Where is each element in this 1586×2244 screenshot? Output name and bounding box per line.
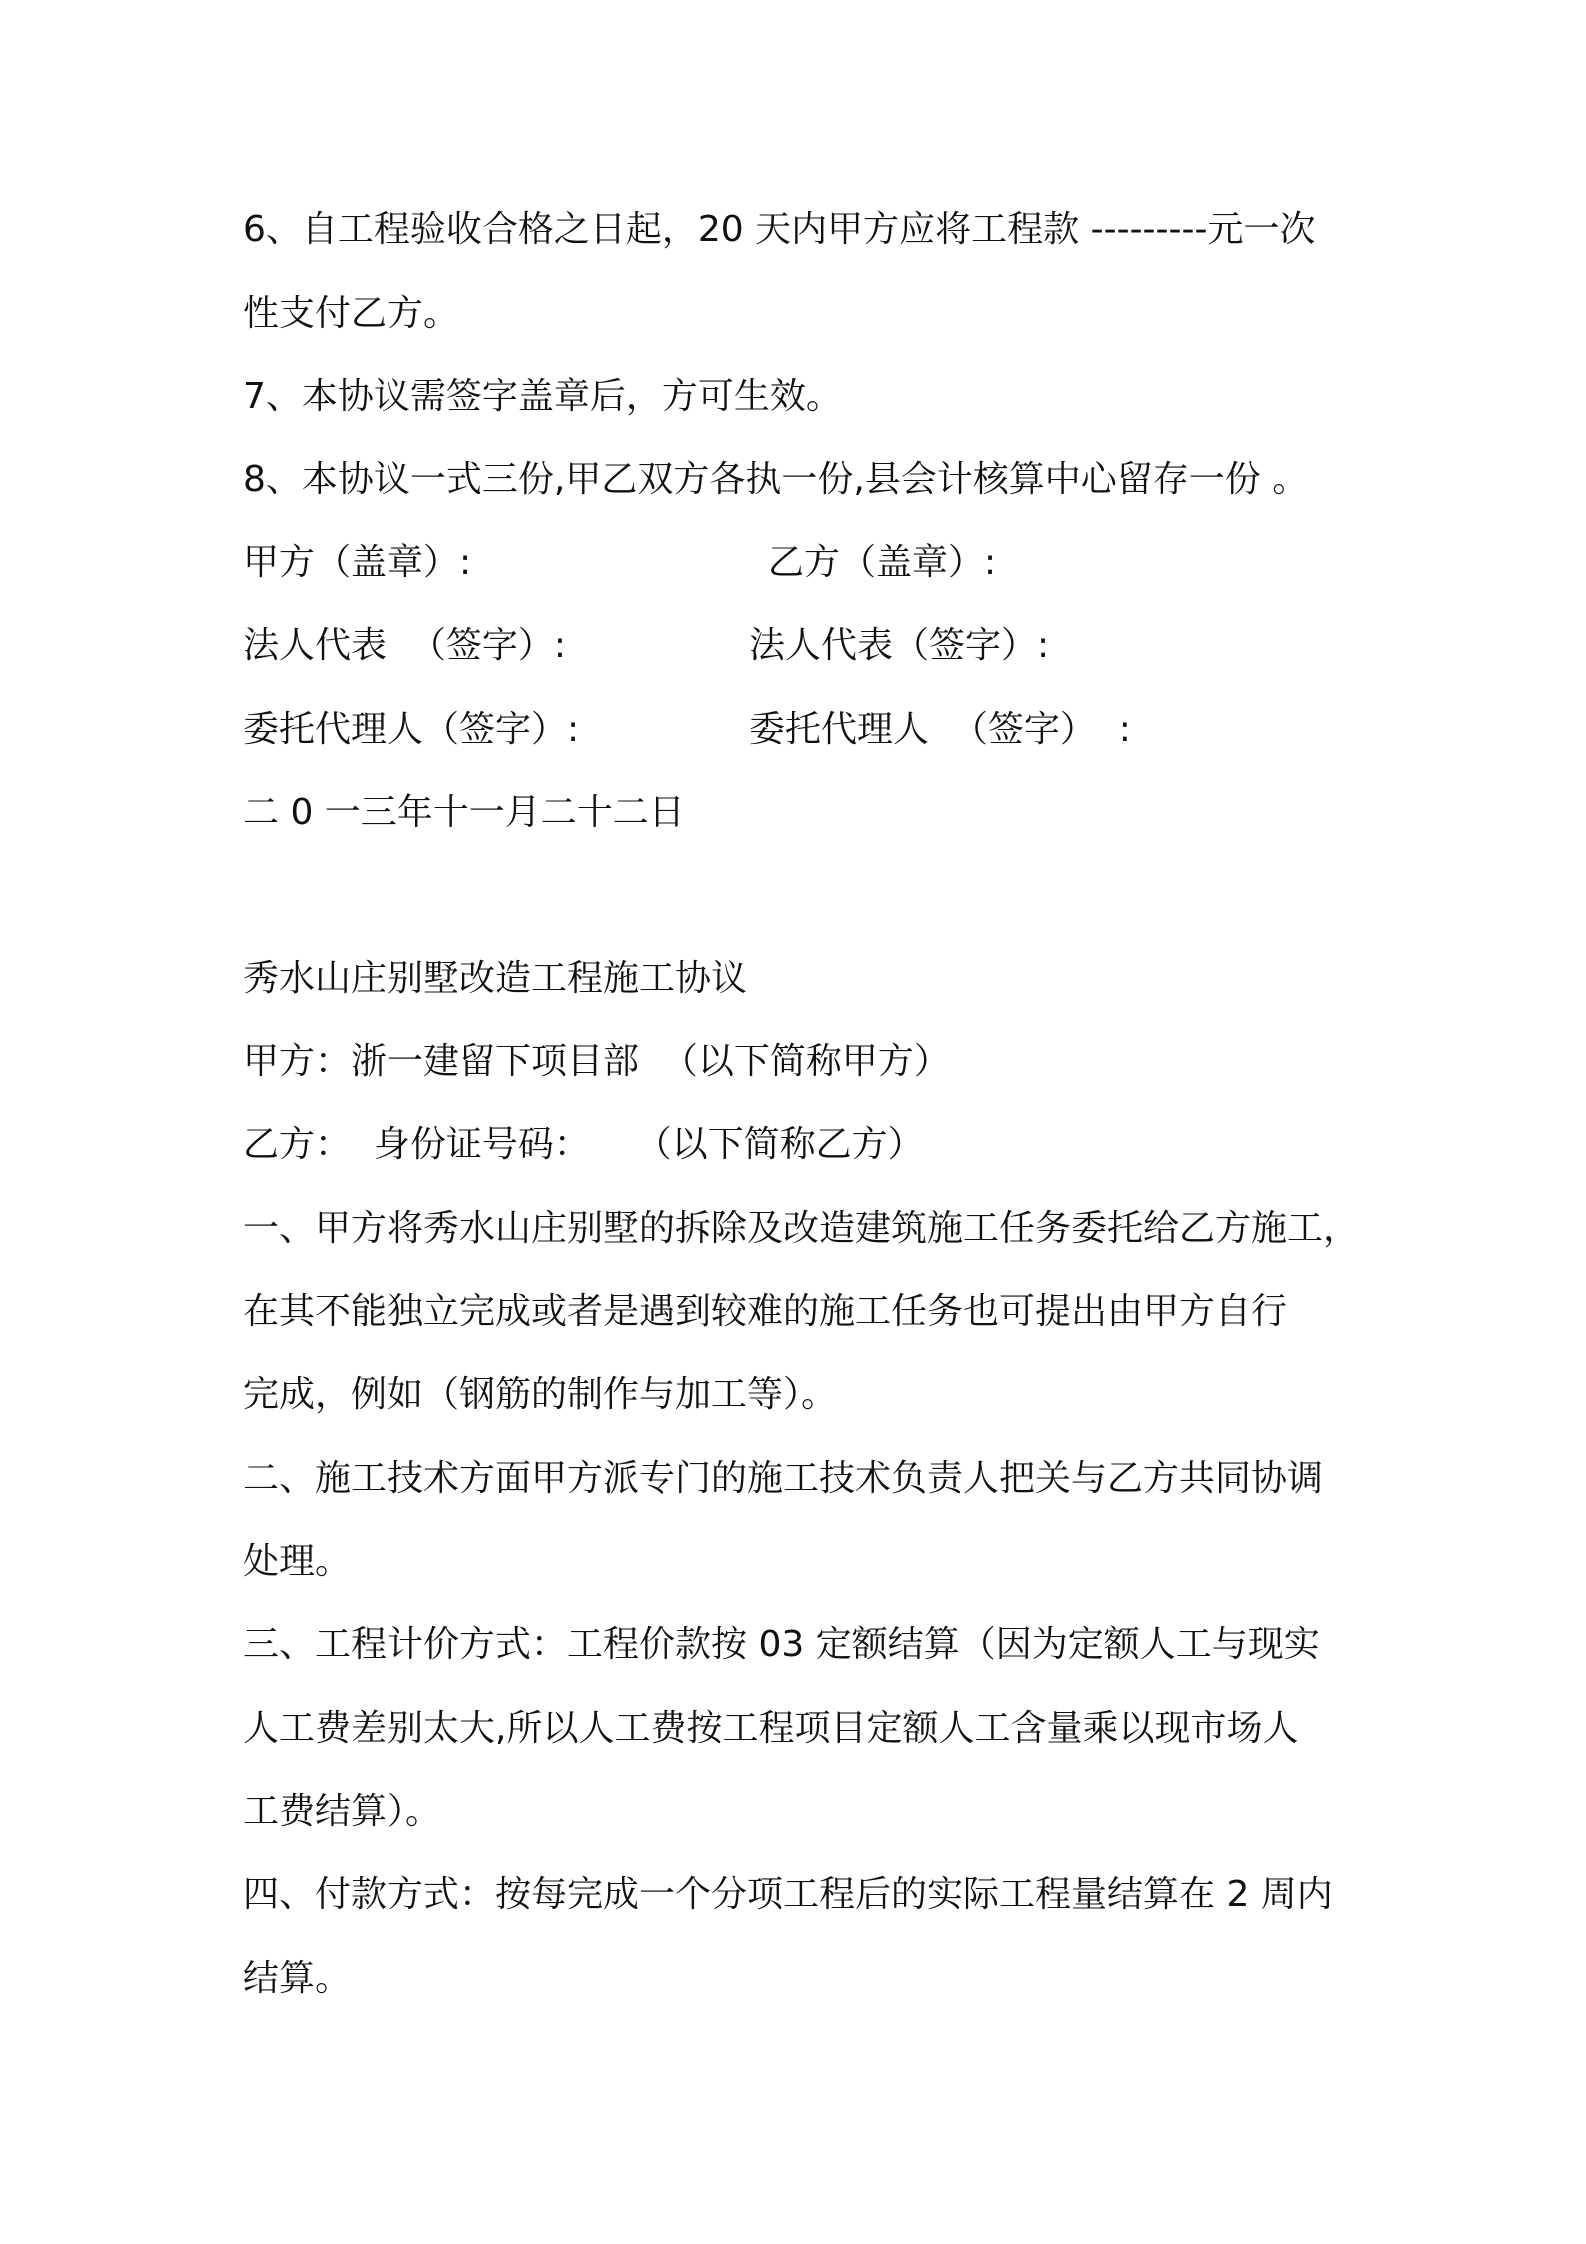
party-a-line: 甲方：浙一建留下项目部 （以下简称甲方） — [243, 1041, 950, 1082]
clause-6-line-1: 6、自工程验收合格之日起，20 天内甲方应将工程款 ---------元一次 — [243, 209, 1316, 250]
item-1-line-1: 一、甲方将秀水山庄别墅的拆除及改造建筑施工任务委托给乙方施工， — [243, 1208, 1360, 1249]
party-b-line: 乙方： 身份证号码： （以下简称乙方） — [243, 1124, 924, 1165]
item-1-line-2: 在其不能独立完成或者是遇到较难的施工任务也可提出由甲方自行 — [243, 1291, 1288, 1332]
party-b-seal-label: 乙方（盖章）: — [768, 542, 997, 583]
item-2-line-1: 二、施工技术方面甲方派专门的施工技术负责人把关与乙方共同协调 — [243, 1458, 1324, 1499]
item-3-line-3: 工费结算）。 — [243, 1791, 442, 1832]
item-2-line-2: 处理。 — [243, 1541, 352, 1582]
item-3-line-1: 三、工程计价方式：工程价款按 03 定额结算（因为定额人工与现实 — [243, 1624, 1320, 1665]
signing-date: 二 0 一三年十一月二十二日 — [243, 792, 685, 833]
item-1-line-3: 完成，例如（钢筋的制作与加工等）。 — [243, 1374, 838, 1415]
item-4-line-2: 结算。 — [243, 1958, 352, 1999]
item-4-line-1: 四、付款方式：按每完成一个分项工程后的实际工程量结算在 2 周内 — [243, 1874, 1333, 1915]
agent-b-label: 委托代理人 （签字） : — [749, 709, 1131, 750]
clause-7: 7、本协议需签字盖章后，方可生效。 — [243, 376, 842, 417]
agreement-title: 秀水山庄别墅改造工程施工协议 — [243, 958, 748, 999]
item-3-line-2: 人工费差别太大,所以人工费按工程项目定额人工含量乘以现市场人 — [243, 1708, 1299, 1749]
party-a-seal-label: 甲方（盖章）: — [243, 542, 472, 583]
agent-a-label: 委托代理人（签字）: — [243, 709, 580, 750]
legal-rep-b-label: 法人代表（签字）: — [749, 625, 1050, 666]
clause-6-line-2: 性支付乙方。 — [243, 293, 460, 334]
clause-8: 8、本协议一式三份,甲乙双方各执一份,县会计核算中心留存一份 。 — [243, 459, 1309, 500]
legal-rep-a-label: 法人代表 （签字）: — [243, 625, 567, 666]
